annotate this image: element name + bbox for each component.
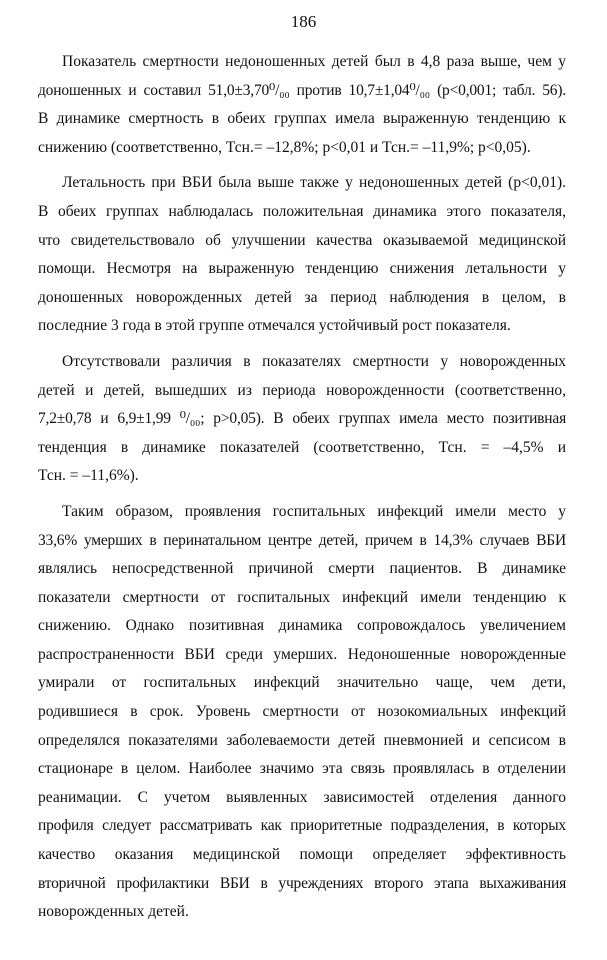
text-line: Показатель смертности недоношенных детей был в 4,8 раза выше, чем у <box>62 53 566 70</box>
body-text <box>38 48 566 934</box>
text-line: В обеих группах наблюдалась положительная динамика этого показателя, <box>38 202 566 220</box>
text-line: новорожденных детей. <box>38 903 189 921</box>
text-line: показатели смертности от госпитальных инфекций имели тенденцию к <box>38 588 566 606</box>
paragraph-2 <box>38 169 566 341</box>
text-line: стационаре в целом. Наиболее значимо эта связь проявлялась в отделении <box>38 760 566 778</box>
text-line: реанимации. С учетом выявленных зависимостей отделения данного <box>38 788 566 806</box>
text-line: Отсутствовали различия в показателях смертности у новорожденных <box>62 352 566 370</box>
text-line: являлись непосредственной причиной смерти пациентов. В динамике <box>38 560 566 578</box>
text-line: детей и детей, вышедших из периода новорожденности (соответственно, <box>38 381 566 399</box>
text-line: что свидетельствовало об улучшении качества оказываемой медицинской <box>38 231 566 249</box>
text-line: тенденция в динамике показателей (соответственно, Тсн. = –4,5% и <box>38 438 566 456</box>
text-line: родившиеся в срок. Уровень смертности от нозокомиальных инфекций <box>38 703 566 721</box>
text-line: умирали от госпитальных инфекций значительно чаще, чем дети, <box>38 674 566 692</box>
text-line: профиля следует рассматривать как приоритетные подразделения, в которых <box>38 817 566 835</box>
text-line: распространенности ВБИ среди умерших. Недоношенные новорожденные <box>38 645 566 663</box>
text-line: доношенных новорожденных детей за период наблюдения в целом, в <box>38 288 566 306</box>
paragraph-1 <box>38 48 566 162</box>
text-line: последние 3 года в этой группе отмечался устойчивый рост показателя. <box>38 317 511 335</box>
text-line: В динамике смертность в обеих группах имела выраженную тенденцию к <box>38 110 566 128</box>
text-line: снижению. Однако позитивная динамика сопровождалось увеличением <box>38 617 566 635</box>
text-line: качество оказания медицинской помощи определяет эффективность <box>38 846 566 864</box>
paragraph-4 <box>38 498 566 927</box>
text-line: Летальность при ВБИ была выше также у недоношенных детей (р<0,01). <box>62 174 566 192</box>
page-number: 186 <box>290 12 317 31</box>
text-line: доношенных и составил 51,0±3,70⁰/₀₀ против 10,7±1,04⁰/₀₀ (р<0,001; табл. 56). <box>38 81 566 99</box>
text-line: 33,6% умерших в перинатальном центре детей, причем в 14,3% случаев ВБИ <box>38 531 566 549</box>
text-line: 7,2±0,78 и 6,9±1,99 ⁰/₀₀; р>0,05). В обеих группах имела место позитивная <box>38 410 566 428</box>
text-line: помощи. Несмотря на выраженную тенденцию снижения летальности у <box>38 260 566 278</box>
text-line: определялся показателями заболеваемости детей пневмонией и сепсисом в <box>38 731 566 749</box>
paragraph-3 <box>38 348 566 491</box>
text-line: снижению (соответственно, Тсн.= –12,8%; р<0,01 и Тсн.= –11,9%; р<0,05). <box>38 138 531 156</box>
text-line: вторичной профилактики ВБИ в учреждениях второго этапа выхаживания <box>38 874 566 892</box>
text-line: Тсн. = –11,6%). <box>38 467 139 485</box>
text-line: Таким образом, проявления госпитальных инфекций имели место у <box>62 502 566 520</box>
